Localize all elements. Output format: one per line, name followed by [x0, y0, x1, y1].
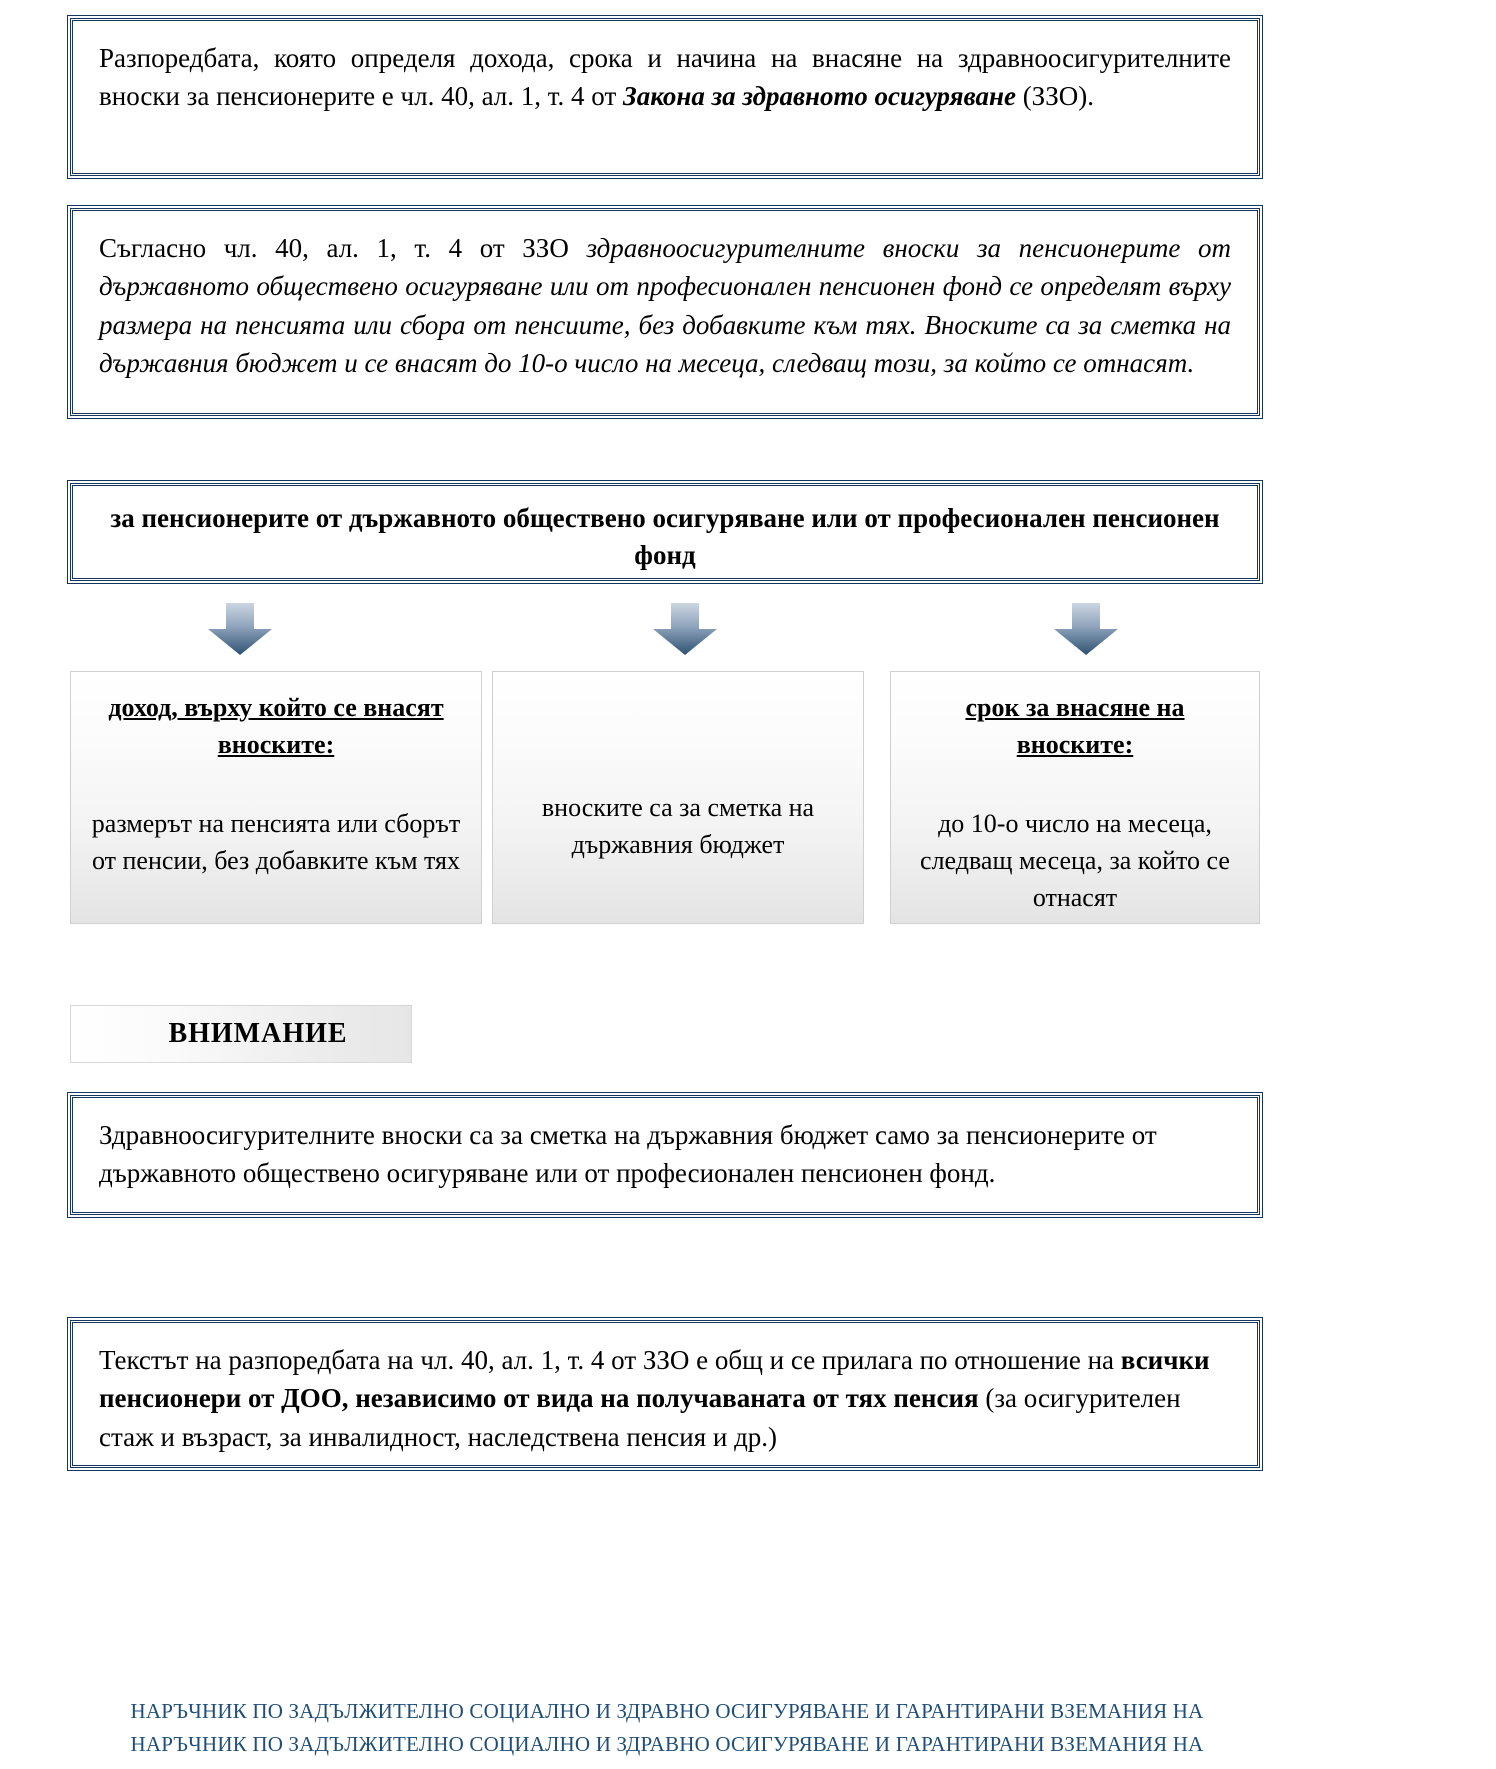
general-rule-note-box: [70, 1320, 1260, 1468]
deadline-card-body: до 10-о число на месеца, следващ месеца, за който се отнасят: [920, 808, 1230, 912]
attention-body-box: [70, 1095, 1260, 1215]
arrow-down-icon: [202, 603, 278, 655]
statute-reference-paragraph: [99, 39, 1231, 116]
income-base-card-body: размерът на пенсията или сборът от пенсии, без добавките към тях: [91, 808, 461, 875]
general-rule-note-inner: [73, 1323, 1257, 1472]
law-quote-lead: Съгласно чл. 40, ал. 1, т. 4 от ЗЗО: [99, 233, 587, 263]
footer: [74, 1695, 1260, 1760]
income-base-card: [70, 671, 482, 924]
footer-line-2: НАРЪЧНИК ПО ЗАДЪЛЖИТЕЛНО СОЦИАЛНО И ЗДРАВНО ОСИГУРЯВАНЕ И ГАРАНТИРАНИ ВЗЕМАНИЯ НА: [130, 1731, 1204, 1756]
statute-reference-box: [70, 18, 1260, 176]
deadline-card-title: срок за внасяне на вноските:: [965, 693, 1185, 759]
arrow-down-icon: [1048, 603, 1124, 655]
income-base-card-title: доход, върху който се внасят вноските:: [108, 693, 444, 759]
law-name: Закона за здравното осигуряване: [623, 81, 1016, 112]
general-rule-part-2: (за осигурителен стаж и възраст, за инвалидност, наследствена пенсия и др.): [99, 1383, 1181, 1452]
general-rule-note-paragraph: [99, 1341, 1231, 1456]
diagram-heading-inner: [73, 486, 1257, 589]
law-quote-paragraph: [99, 229, 1231, 382]
statute-text-part-1: Разпоредбата, която определя дохода, срока и начина на внасяне на здравноосигурителните вноски за пенсионерите е чл. 40, ал. 1, т. 4 от: [99, 43, 1231, 112]
law-quote-box: [70, 208, 1260, 416]
attention-body-inner: [73, 1098, 1257, 1209]
arrow-down-icon: [647, 603, 723, 655]
law-quote-text: здравноосигурителните вноски за пенсионерите от държавното обществено осигуряване или от професионален пенсионен фонд се определят върху размера на пенсията или сбора от пенсиите, без добавките към тях. Вноските са за сметка на държавния бюджет и се внасят до 10-о число на месеца, следващ този, за който се отнасят.: [99, 233, 1231, 378]
law-quote-inner: [73, 211, 1257, 398]
attention-body-text: Здравноосигурителните вноски са за сметка на държавния бюджет само за пенсионерите от държавното обществено осигуряване или от професионален пенсионен фонд.: [99, 1120, 1157, 1189]
deadline-card: [890, 671, 1260, 924]
attention-label-box: [70, 1005, 412, 1063]
diagram-heading-text: за пенсионерите от държавното обществено осигуряване или от професионален пенсионен фонд: [110, 503, 1220, 571]
diagram-heading-box: [70, 483, 1260, 581]
payer-card: [492, 671, 864, 924]
statute-reference-inner: [73, 21, 1257, 132]
footer-line-1: НАРЪЧНИК ПО ЗАДЪЛЖИТЕЛНО СОЦИАЛНО И ЗДРАВНО ОСИГУРЯВАНЕ И ГАРАНТИРАНИ ВЗЕМАНИЯ НА: [130, 1699, 1204, 1723]
general-rule-part-1: Текстът на разпоредбата на чл. 40, ал. 1, т. 4 от ЗЗО е общ и се прилага по отношение на: [99, 1345, 1121, 1375]
attention-label: ВНИМАНИЕ: [168, 1018, 348, 1049]
general-rule-bold-part: всички пенсионери от ДОО, независимо от вида на получаваната от тях пенсия: [99, 1345, 1210, 1414]
statute-text-part-2: (ЗЗО).: [1015, 81, 1094, 112]
payer-card-body: вноските са за сметка на държавния бюджет: [541, 793, 815, 859]
